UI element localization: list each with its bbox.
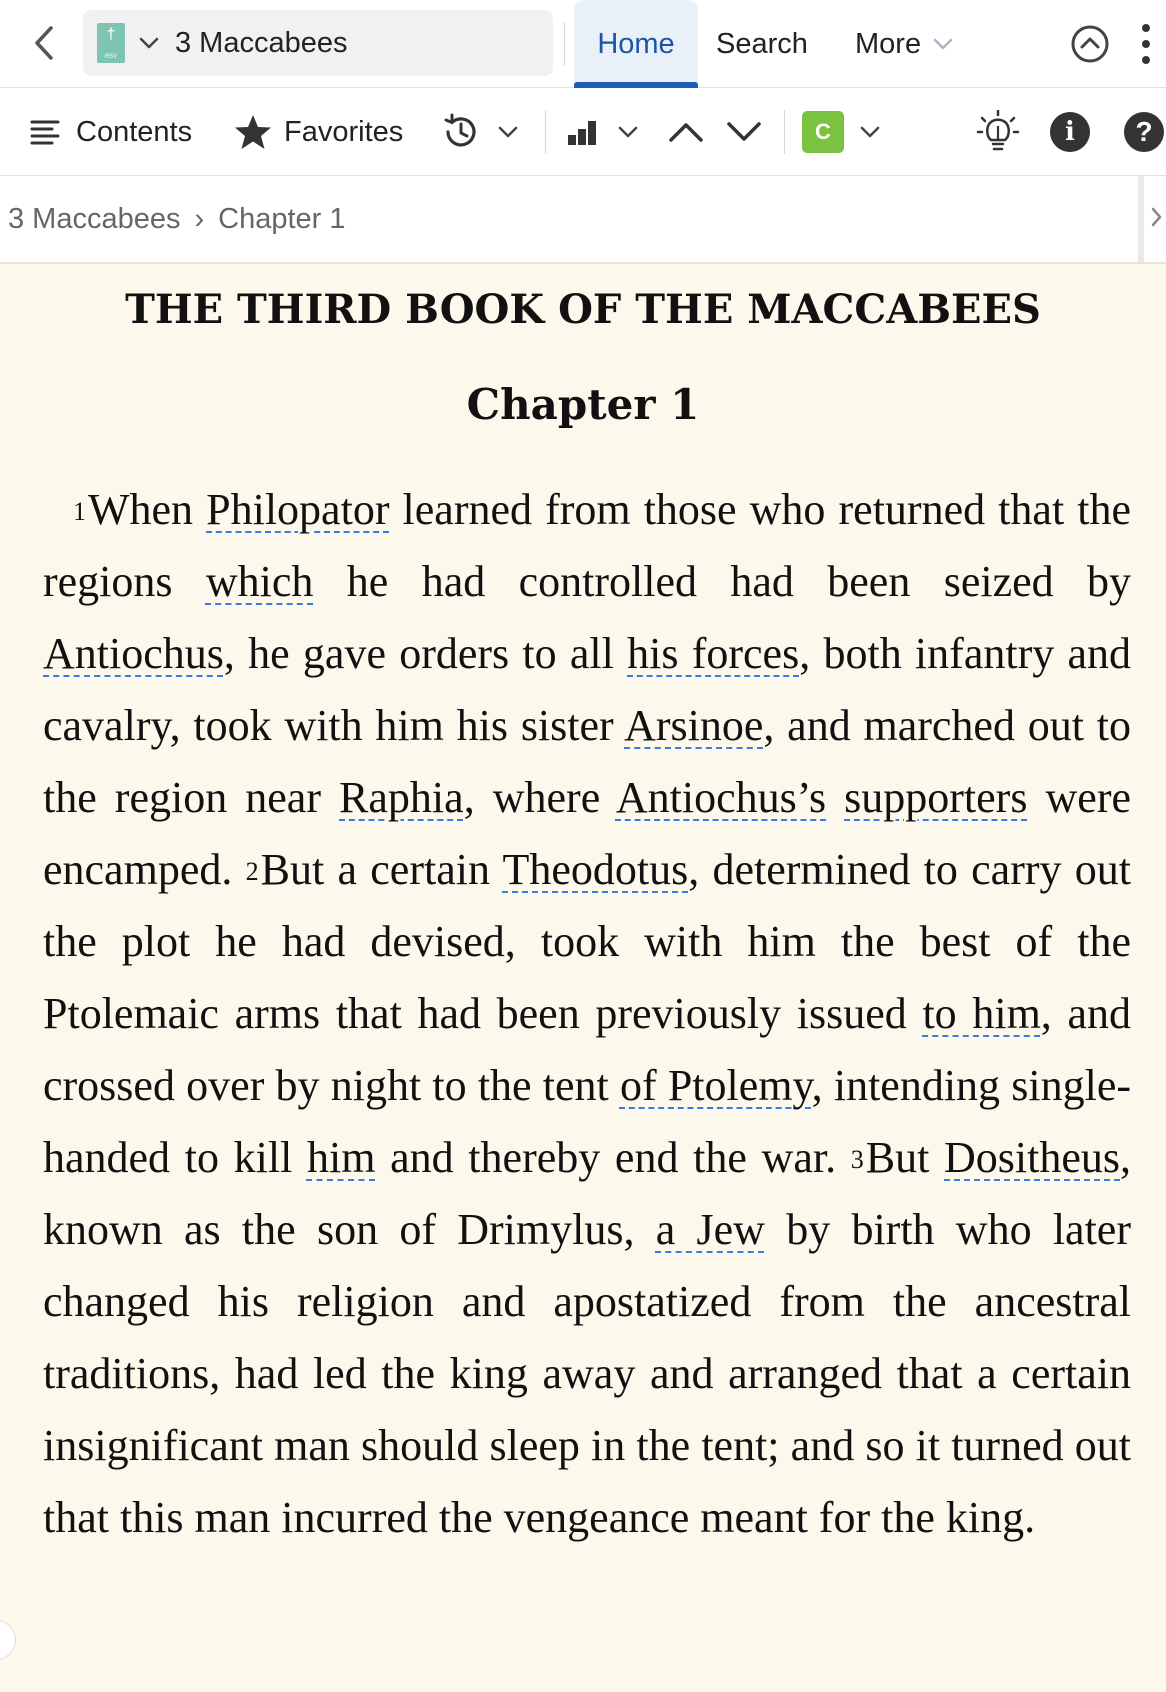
top-bar: [0, 0, 1166, 88]
history-clock-icon: [440, 112, 480, 152]
reference-link[interactable]: to him: [922, 989, 1041, 1038]
reference-link[interactable]: Arsinoe: [624, 701, 764, 750]
chevron-right-icon[interactable]: [1150, 206, 1162, 228]
chevron-up-icon: [668, 121, 704, 143]
sync-button[interactable]: [1070, 24, 1110, 64]
contents-label: Contents: [76, 115, 193, 148]
verse-number[interactable]: 1: [73, 497, 86, 526]
kebab-dot: [1142, 56, 1150, 64]
chapter-title: Chapter 1: [466, 380, 700, 429]
help-icon: ?: [1124, 112, 1164, 152]
text-run: he had controlled had been seized by: [313, 557, 1132, 606]
text-run: , and marched out to the region near: [43, 701, 1131, 822]
verse-number[interactable]: 2: [245, 857, 259, 886]
toolbar-divider: [545, 110, 546, 154]
tab-more-label: More: [855, 27, 922, 60]
previous-button[interactable]: [668, 88, 704, 176]
insights-button[interactable]: [976, 88, 1020, 176]
text-run: When: [88, 485, 207, 534]
up-circle-icon: [1070, 24, 1110, 64]
text-run: , where: [463, 773, 616, 822]
lightbulb-icon: [976, 110, 1020, 154]
chevron-down-icon: [726, 121, 762, 143]
tab-home-label: Home: [597, 27, 675, 60]
tab-search[interactable]: [716, 0, 808, 88]
breadcrumb: [8, 176, 346, 262]
tab-more[interactable]: [855, 0, 953, 88]
text-run: [826, 773, 844, 822]
reading-pane[interactable]: [0, 264, 1166, 1692]
more-options-button[interactable]: [1136, 22, 1156, 66]
reference-link[interactable]: Antiochus’s: [615, 773, 827, 822]
text-run: But: [865, 1133, 944, 1182]
reference-link[interactable]: his forces: [627, 629, 800, 678]
chevron-left-icon: [33, 25, 55, 61]
chevron-down-icon: [498, 126, 518, 138]
cover-tag: RSV: [104, 54, 118, 60]
favorites-button[interactable]: [234, 88, 403, 176]
parallel-resource-button[interactable]: [802, 88, 880, 176]
book-title: THE THIRD BOOK OF THE MACCABEES: [125, 286, 1041, 333]
tab-search-label: Search: [716, 27, 808, 60]
text-run: by birth who later changed his religion and apostatized from the ancestral traditions, had led the king away and arranged that a certain insignificant man should sleep in the tent; and so it turned out that this man incurred the vengeance meant for the king.: [43, 1205, 1131, 1542]
chevron-down-icon: [860, 126, 880, 138]
reference-link[interactable]: Antiochus: [43, 629, 224, 678]
contents-button[interactable]: [30, 88, 192, 176]
help-button[interactable]: [1124, 88, 1164, 176]
book-cover-icon: † RSV: [97, 23, 125, 63]
breadcrumb-separator: ›: [194, 202, 205, 235]
reference-link[interactable]: a Jew: [655, 1205, 765, 1254]
info-icon: i: [1050, 112, 1090, 152]
next-button[interactable]: [726, 88, 762, 176]
kebab-dot: [1142, 40, 1150, 48]
text-run: , known as the son of Drimylus,: [43, 1133, 1131, 1254]
visual-filter-button[interactable]: [566, 88, 638, 176]
favorites-label: Favorites: [284, 115, 404, 148]
kebab-dot: [1142, 24, 1150, 32]
reference-link[interactable]: Philopator: [206, 485, 390, 534]
reference-link[interactable]: him: [306, 1133, 376, 1182]
verse-number[interactable]: 3: [850, 1145, 864, 1174]
back-button[interactable]: [24, 20, 64, 66]
text-run: learned from those who returned that the regions: [43, 485, 1131, 606]
text-run: and thereby end the war.: [375, 1133, 851, 1182]
info-button[interactable]: [1050, 88, 1090, 176]
toolbar: [0, 88, 1166, 176]
text-run: , and crossed over by night to the tent: [43, 989, 1131, 1110]
text-run: were encamped.: [43, 773, 1132, 894]
panel-resize-handle[interactable]: [1138, 176, 1144, 262]
chevron-down-icon: [618, 126, 638, 138]
text-run: , determined to carry out the plot he had devised, took with him the best of the Ptolemaic arms that had been previously issued: [43, 845, 1132, 1038]
text-run: , both infantry and cavalry, took with him his sister: [43, 629, 1131, 750]
history-button[interactable]: [440, 88, 518, 176]
reference-link[interactable]: of Ptolemy: [619, 1061, 812, 1110]
toolbar-divider: [784, 110, 785, 154]
breadcrumb-bar: [0, 176, 1166, 264]
text-run: But a certain: [260, 845, 503, 894]
star-icon: [234, 114, 272, 150]
c-badge: C: [802, 111, 844, 153]
chevron-down-icon: [933, 38, 953, 50]
reference-link[interactable]: Theodotus: [502, 845, 689, 894]
reference-link[interactable]: Raphia: [339, 773, 464, 822]
breadcrumb-chapter[interactable]: Chapter 1: [218, 202, 346, 235]
resource-picker[interactable]: [83, 10, 553, 76]
list-icon: [30, 117, 60, 147]
reference-link[interactable]: supporters: [844, 773, 1028, 822]
text-run: , intending single-handed to kill: [43, 1061, 1132, 1182]
resource-title: 3 Maccabees: [175, 26, 348, 59]
chevron-down-icon: [139, 37, 159, 49]
text-run: , he gave orders to all: [223, 629, 628, 678]
reference-link[interactable]: which: [205, 557, 314, 606]
tab-divider: [564, 22, 565, 66]
breadcrumb-book[interactable]: 3 Maccabees: [8, 202, 181, 235]
bar-steps-icon: [566, 117, 600, 147]
chapter-text: [43, 474, 1131, 1554]
tab-home[interactable]: [574, 0, 698, 88]
reference-link[interactable]: Dositheus: [944, 1133, 1120, 1182]
